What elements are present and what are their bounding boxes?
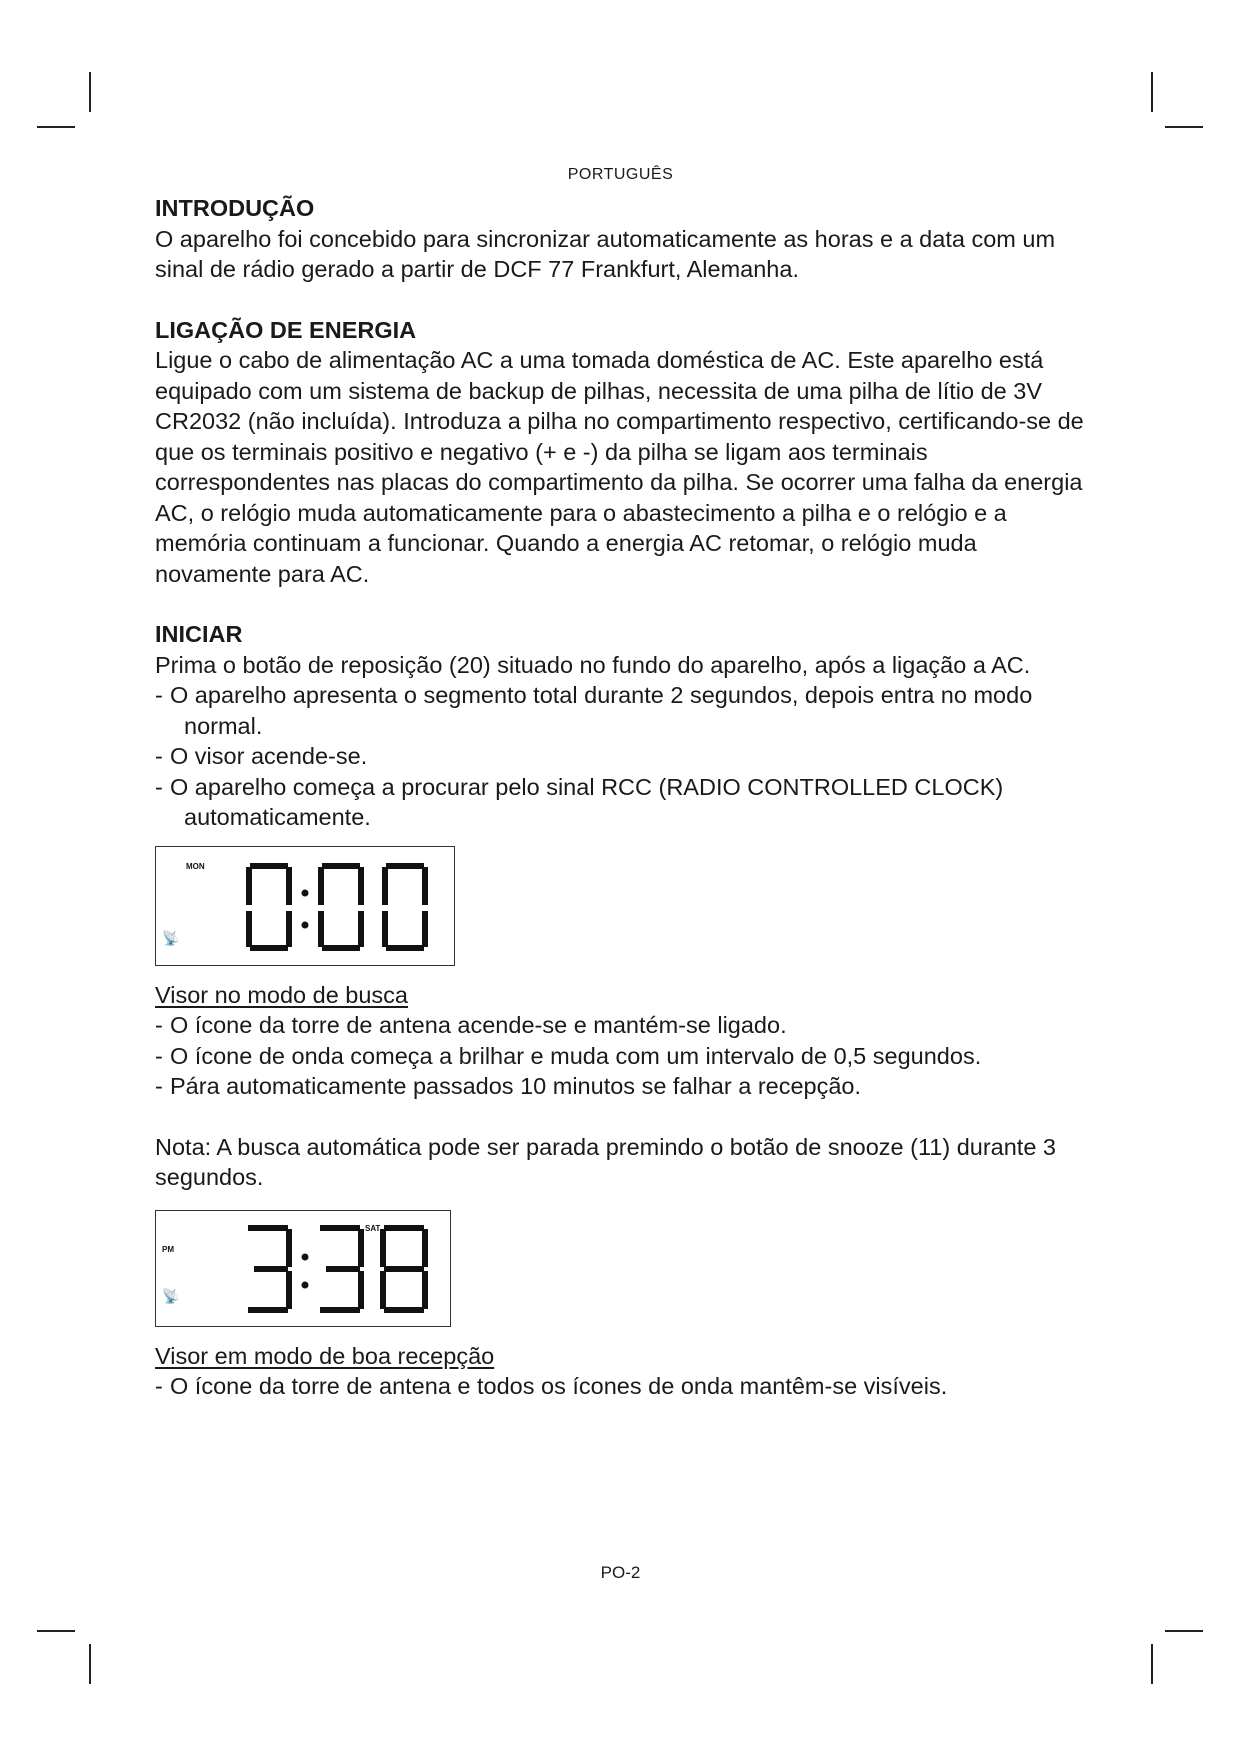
power-heading: LIGAÇÃO DE ENERGIA bbox=[155, 316, 417, 343]
search-note: Nota: A busca automática pode ser parada premindo o botão de snooze (11) durante 3 segundos. bbox=[155, 1133, 1056, 1190]
list-item: - O ícone de onda começa a brilhar e muda com um intervalo de 0,5 segundos. bbox=[155, 1042, 982, 1069]
crop-mark bbox=[89, 1644, 91, 1684]
intro-text: O aparelho foi concebido para sincronizar automaticamente as horas e a data com um sinal de rádio gerado a partir de DCF 77 Frankfurt, Alemanha. bbox=[155, 225, 1056, 282]
start-heading: INICIAR bbox=[155, 621, 243, 647]
list-item: - O aparelho apresenta o segmento total durante 2 segundos, depois entra no modo normal. bbox=[155, 682, 1033, 739]
crop-mark bbox=[1165, 126, 1203, 128]
page-header-language: PORTUGUÊS bbox=[567, 166, 674, 183]
section-reception-caption bbox=[155, 1341, 1095, 1402]
section-start bbox=[155, 619, 1095, 833]
section-search-caption bbox=[155, 980, 1095, 1102]
day-indicator: SAT bbox=[365, 1223, 381, 1233]
lcd-display-reception-mode bbox=[155, 1210, 451, 1327]
page-content bbox=[155, 193, 1095, 1402]
section-power bbox=[155, 315, 1095, 590]
lcd-digit bbox=[318, 863, 364, 951]
day-indicator: MON bbox=[186, 861, 205, 871]
crop-mark bbox=[1151, 72, 1153, 112]
page-number: PO-2 bbox=[600, 1563, 641, 1582]
search-caption: Visor no modo de busca bbox=[155, 981, 409, 1008]
crop-mark bbox=[37, 126, 75, 128]
lcd-time-digits bbox=[156, 847, 454, 965]
section-intro bbox=[155, 193, 1095, 285]
antenna-tower-icon: 📡 bbox=[162, 929, 180, 946]
lcd-colon bbox=[302, 921, 309, 928]
list-item: - O aparelho começa a procurar pelo sinal RCC (RADIO CONTROLLED CLOCK) automaticamente. bbox=[155, 773, 1004, 830]
list-item: - O visor acende-se. bbox=[155, 743, 368, 769]
lcd-colon bbox=[302, 889, 309, 896]
list-item: - Pára automaticamente passados 10 minutos se falhar a recepção. bbox=[155, 1073, 862, 1099]
list-item: - O ícone da torre de antena e todos os ícones de onda mantêm-se visíveis. bbox=[155, 1373, 948, 1399]
crop-mark bbox=[1165, 1630, 1203, 1632]
lcd-colon bbox=[302, 1253, 309, 1260]
lcd-digit bbox=[320, 1225, 364, 1313]
reception-caption: Visor em modo de boa recepção bbox=[155, 1342, 495, 1369]
antenna-tower-icon: 📡 bbox=[162, 1287, 180, 1304]
crop-mark bbox=[37, 1630, 75, 1632]
lcd-time-digits bbox=[156, 1211, 450, 1326]
lcd-digit bbox=[380, 1225, 428, 1313]
crop-mark bbox=[89, 72, 91, 112]
lcd-digit bbox=[382, 863, 428, 951]
power-text: Ligue o cabo de alimentação AC a uma tomada doméstica de AC. Este aparelho está equipado com um sistema de backup de pilhas, necessita de uma pilha de lítio de 3V CR2032 (não incluída). Introduza a pilha no compartimento respectivo, certificando-se de que os terminais positivo e negativo (+ e -) da pilha se ligam aos terminais correspondentes nas placas do compartimento da pilha. Se ocorrer uma falha da energia AC, o relógio muda automaticamente para o abastecimento a pilha e o relógio e a memória continuam a funcionar. Quando a energia AC retomar, o relógio muda novamente para AC. bbox=[155, 347, 1084, 587]
lcd-digit bbox=[246, 863, 292, 951]
lcd-digit bbox=[248, 1225, 292, 1313]
pm-indicator: PM bbox=[162, 1244, 174, 1254]
lcd-colon bbox=[302, 1281, 309, 1288]
lcd-display-search-mode bbox=[155, 846, 455, 966]
list-item: - O ícone da torre de antena acende-se e mantém-se ligado. bbox=[155, 1012, 787, 1038]
intro-heading: INTRODUÇÃO bbox=[155, 195, 315, 221]
start-text: Prima o botão de reposição (20) situado no fundo do aparelho, após a ligação a AC. bbox=[155, 651, 1031, 678]
crop-mark bbox=[1151, 1644, 1153, 1684]
